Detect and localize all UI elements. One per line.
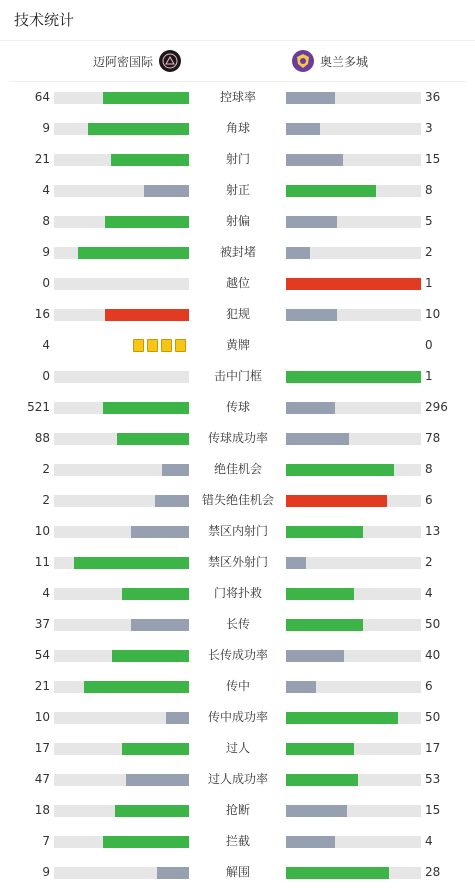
stats-list: [0, 82, 475, 888]
away-bar-fill: [286, 216, 337, 228]
stat-row: [0, 857, 475, 888]
home-value: 2: [42, 493, 50, 507]
away-bar-track: [286, 588, 421, 600]
away-bar-track: [286, 216, 421, 228]
away-value: 1: [425, 276, 433, 290]
home-bar-track: [54, 619, 189, 631]
stat-row: [0, 795, 475, 826]
away-bar-fill: [286, 650, 344, 662]
home-value: 4: [42, 338, 50, 352]
stat-label: 黄牌: [225, 338, 250, 352]
home-bar-track: [54, 495, 189, 507]
away-value: 5: [425, 214, 433, 228]
away-value: 13: [425, 524, 441, 538]
home-bar-fill: [131, 526, 189, 538]
home-bar-track: [54, 402, 189, 414]
away-bar-track: [286, 867, 421, 879]
stat-row: [0, 671, 475, 702]
away-bar-fill: [286, 867, 389, 879]
away-bar-track: [286, 464, 421, 476]
home-value: 521: [27, 400, 50, 414]
away-value: 4: [425, 586, 433, 600]
away-bar-fill: [286, 557, 306, 569]
stat-label: 射偏: [225, 214, 250, 228]
away-value: 4: [425, 834, 433, 848]
away-bar-track: [286, 309, 421, 321]
stat-label: 拦截: [225, 834, 250, 848]
stat-row: [0, 330, 475, 361]
page-title: 技术统计: [0, 0, 475, 41]
home-value: 47: [34, 772, 50, 786]
home-value: 88: [34, 431, 50, 445]
away-bar-track: [286, 681, 421, 693]
stat-label: 过人成功率: [207, 772, 268, 786]
home-value: 11: [34, 555, 50, 569]
home-bar-fill: [88, 123, 189, 135]
home-bar-fill: [105, 216, 189, 228]
away-bar-track: [286, 743, 421, 755]
home-bar-track: [54, 557, 189, 569]
away-bar-fill: [286, 371, 421, 383]
stat-label: 击中门框: [213, 369, 262, 383]
stat-label: 犯规: [225, 307, 250, 321]
home-team-logo-icon: [159, 50, 181, 72]
away-value: 2: [425, 245, 433, 259]
home-bar-fill: [162, 464, 189, 476]
home-value: 64: [34, 90, 50, 104]
home-bar-fill: [103, 402, 189, 414]
away-bar-track: [286, 278, 421, 290]
stat-row: [0, 640, 475, 671]
stat-row: [0, 175, 475, 206]
home-bar-track: [54, 371, 189, 383]
stat-row: [0, 361, 475, 392]
away-value: 78: [425, 431, 441, 445]
home-bar-track: [54, 712, 189, 724]
away-bar-track: [286, 371, 421, 383]
home-bar-fill: [157, 867, 189, 879]
home-value: 8: [42, 214, 50, 228]
stat-row: [0, 82, 475, 113]
stat-row: [0, 423, 475, 454]
away-bar-track: [286, 836, 421, 848]
stat-label: 越位: [225, 276, 250, 290]
away-bar-fill: [286, 681, 316, 693]
home-bar-track: [54, 588, 189, 600]
stat-label: 禁区外射门: [207, 555, 268, 569]
home-value: 2: [42, 462, 50, 476]
stat-label: 错失绝佳机会: [201, 493, 274, 507]
stat-label: 射门: [225, 152, 250, 166]
stat-row: [0, 702, 475, 733]
stat-label: 传中: [225, 679, 250, 693]
home-bar-fill: [155, 495, 189, 507]
away-bar-fill: [286, 92, 335, 104]
away-bar-fill: [286, 712, 398, 724]
away-value: 3: [425, 121, 433, 135]
stat-label: 绝佳机会: [213, 462, 262, 476]
stat-row: [0, 733, 475, 764]
away-bar-track: [286, 557, 421, 569]
away-team[interactable]: [292, 41, 368, 81]
home-bar-track: [54, 216, 189, 228]
stat-row: [0, 299, 475, 330]
home-bar-track: [54, 681, 189, 693]
home-value: 4: [42, 586, 50, 600]
away-value: 53: [425, 772, 441, 786]
stat-row: [0, 454, 475, 485]
away-value: 8: [425, 183, 433, 197]
away-value: 50: [425, 710, 441, 724]
away-team-name: 奥兰多城: [320, 54, 369, 69]
stat-row: [0, 609, 475, 640]
away-bar-track: [286, 92, 421, 104]
away-bar-track: [286, 433, 421, 445]
away-value: 296: [425, 400, 448, 414]
away-bar-fill: [286, 495, 387, 507]
yellow-card-icon: [175, 339, 186, 352]
home-value: 0: [42, 369, 50, 383]
stat-row: [0, 826, 475, 857]
home-value: 9: [42, 121, 50, 135]
away-value: 15: [425, 152, 441, 166]
home-bar-track: [54, 278, 189, 290]
stat-row: [0, 485, 475, 516]
home-bar-fill: [122, 743, 190, 755]
away-bar-fill: [286, 464, 394, 476]
stat-label: 传中成功率: [207, 710, 268, 724]
home-value: 54: [34, 648, 50, 662]
stat-label: 过人: [225, 741, 250, 755]
stat-label: 抢断: [225, 803, 250, 817]
away-bar-track: [286, 154, 421, 166]
away-bar-fill: [286, 309, 337, 321]
away-bar-fill: [286, 433, 349, 445]
home-value: 21: [34, 679, 50, 693]
away-bar-fill: [286, 247, 310, 259]
home-bar-track: [54, 774, 189, 786]
away-value: 28: [425, 865, 441, 879]
home-value: 16: [34, 307, 50, 321]
home-bar-track: [54, 867, 189, 879]
away-value: 17: [425, 741, 441, 755]
stat-label: 长传: [225, 617, 250, 631]
home-value: 7: [42, 834, 50, 848]
away-bar-track: [286, 185, 421, 197]
yellow-card-icon: [161, 339, 172, 352]
stat-label: 解围: [225, 865, 250, 879]
home-value: 9: [42, 245, 50, 259]
stat-label: 传球: [225, 400, 250, 414]
stat-row: [0, 206, 475, 237]
home-team[interactable]: [93, 41, 181, 81]
away-bar-track: [286, 650, 421, 662]
away-bar-fill: [286, 588, 354, 600]
home-bar-track: [54, 433, 189, 445]
stat-label: 控球率: [219, 90, 256, 104]
away-bar-fill: [286, 619, 363, 631]
home-value: 18: [34, 803, 50, 817]
yellow-cards: [133, 339, 186, 352]
stat-label: 门将扑救: [213, 586, 262, 600]
stat-row: [0, 516, 475, 547]
home-bar-fill: [126, 774, 189, 786]
home-bar-track: [54, 650, 189, 662]
home-bar-fill: [144, 185, 189, 197]
home-value: 37: [34, 617, 50, 631]
stat-label: 被封堵: [219, 245, 256, 259]
home-bar-fill: [103, 836, 189, 848]
home-bar-track: [54, 464, 189, 476]
home-team-name: 迈阿密国际: [92, 54, 153, 69]
away-value: 40: [425, 648, 441, 662]
home-value: 10: [34, 524, 50, 538]
away-value: 36: [425, 90, 441, 104]
home-bar-fill: [74, 557, 189, 569]
home-bar-fill: [78, 247, 189, 259]
away-bar-track: [286, 495, 421, 507]
away-bar-track: [286, 805, 421, 817]
home-bar-fill: [166, 712, 189, 724]
away-bar-fill: [286, 805, 347, 817]
stat-row: [0, 237, 475, 268]
home-bar-track: [54, 123, 189, 135]
home-bar-track: [54, 836, 189, 848]
stat-label: 射正: [225, 183, 250, 197]
away-value: 50: [425, 617, 441, 631]
home-bar-fill: [111, 154, 189, 166]
home-value: 21: [34, 152, 50, 166]
away-bar-fill: [286, 185, 376, 197]
away-bar-track: [286, 774, 421, 786]
home-bar-track: [54, 247, 189, 259]
home-bar-track: [54, 805, 189, 817]
home-bar-track: [54, 743, 189, 755]
yellow-card-icon: [133, 339, 144, 352]
home-bar-fill: [131, 619, 189, 631]
stat-row: [0, 392, 475, 423]
away-team-logo-icon: [292, 50, 314, 72]
away-value: 2: [425, 555, 433, 569]
home-value: 9: [42, 865, 50, 879]
home-bar-track: [54, 92, 189, 104]
away-value: 10: [425, 307, 441, 321]
stat-label: 传球成功率: [207, 431, 268, 445]
home-bar-fill: [115, 805, 189, 817]
stat-row: [0, 268, 475, 299]
away-value: 6: [425, 493, 433, 507]
stat-row: [0, 578, 475, 609]
home-bar-fill: [122, 588, 190, 600]
away-bar-track: [286, 402, 421, 414]
home-bar-track: [54, 526, 189, 538]
away-bar-fill: [286, 836, 335, 848]
stat-label: 禁区内射门: [207, 524, 268, 538]
away-value: 6: [425, 679, 433, 693]
home-bar-fill: [84, 681, 189, 693]
away-value: 0: [425, 338, 433, 352]
home-value: 17: [34, 741, 50, 755]
away-bar-track: [286, 619, 421, 631]
away-bar-track: [286, 712, 421, 724]
stat-row: [0, 547, 475, 578]
away-bar-fill: [286, 402, 335, 414]
home-value: 4: [42, 183, 50, 197]
home-bar-track: [54, 154, 189, 166]
home-bar-fill: [117, 433, 189, 445]
stat-label: 长传成功率: [207, 648, 268, 662]
away-bar-track: [286, 247, 421, 259]
away-value: 1: [425, 369, 433, 383]
stat-label: 角球: [225, 121, 250, 135]
away-bar-track: [286, 123, 421, 135]
away-bar-fill: [286, 526, 363, 538]
home-bar-track: [54, 309, 189, 321]
teams-header: [9, 41, 466, 82]
yellow-card-icon: [147, 339, 158, 352]
home-bar-fill: [105, 309, 189, 321]
away-bar-fill: [286, 154, 343, 166]
away-value: 15: [425, 803, 441, 817]
away-bar-track: [286, 526, 421, 538]
away-bar-fill: [286, 743, 354, 755]
home-bar-fill: [112, 650, 189, 662]
away-bar-fill: [286, 774, 358, 786]
home-bar-track: [54, 185, 189, 197]
home-bar-fill: [103, 92, 189, 104]
away-value: 8: [425, 462, 433, 476]
stat-row: [0, 144, 475, 175]
stat-row: [0, 113, 475, 144]
stat-row: [0, 764, 475, 795]
away-bar-fill: [286, 278, 421, 290]
home-value: 0: [42, 276, 50, 290]
home-value: 10: [34, 710, 50, 724]
away-bar-fill: [286, 123, 320, 135]
